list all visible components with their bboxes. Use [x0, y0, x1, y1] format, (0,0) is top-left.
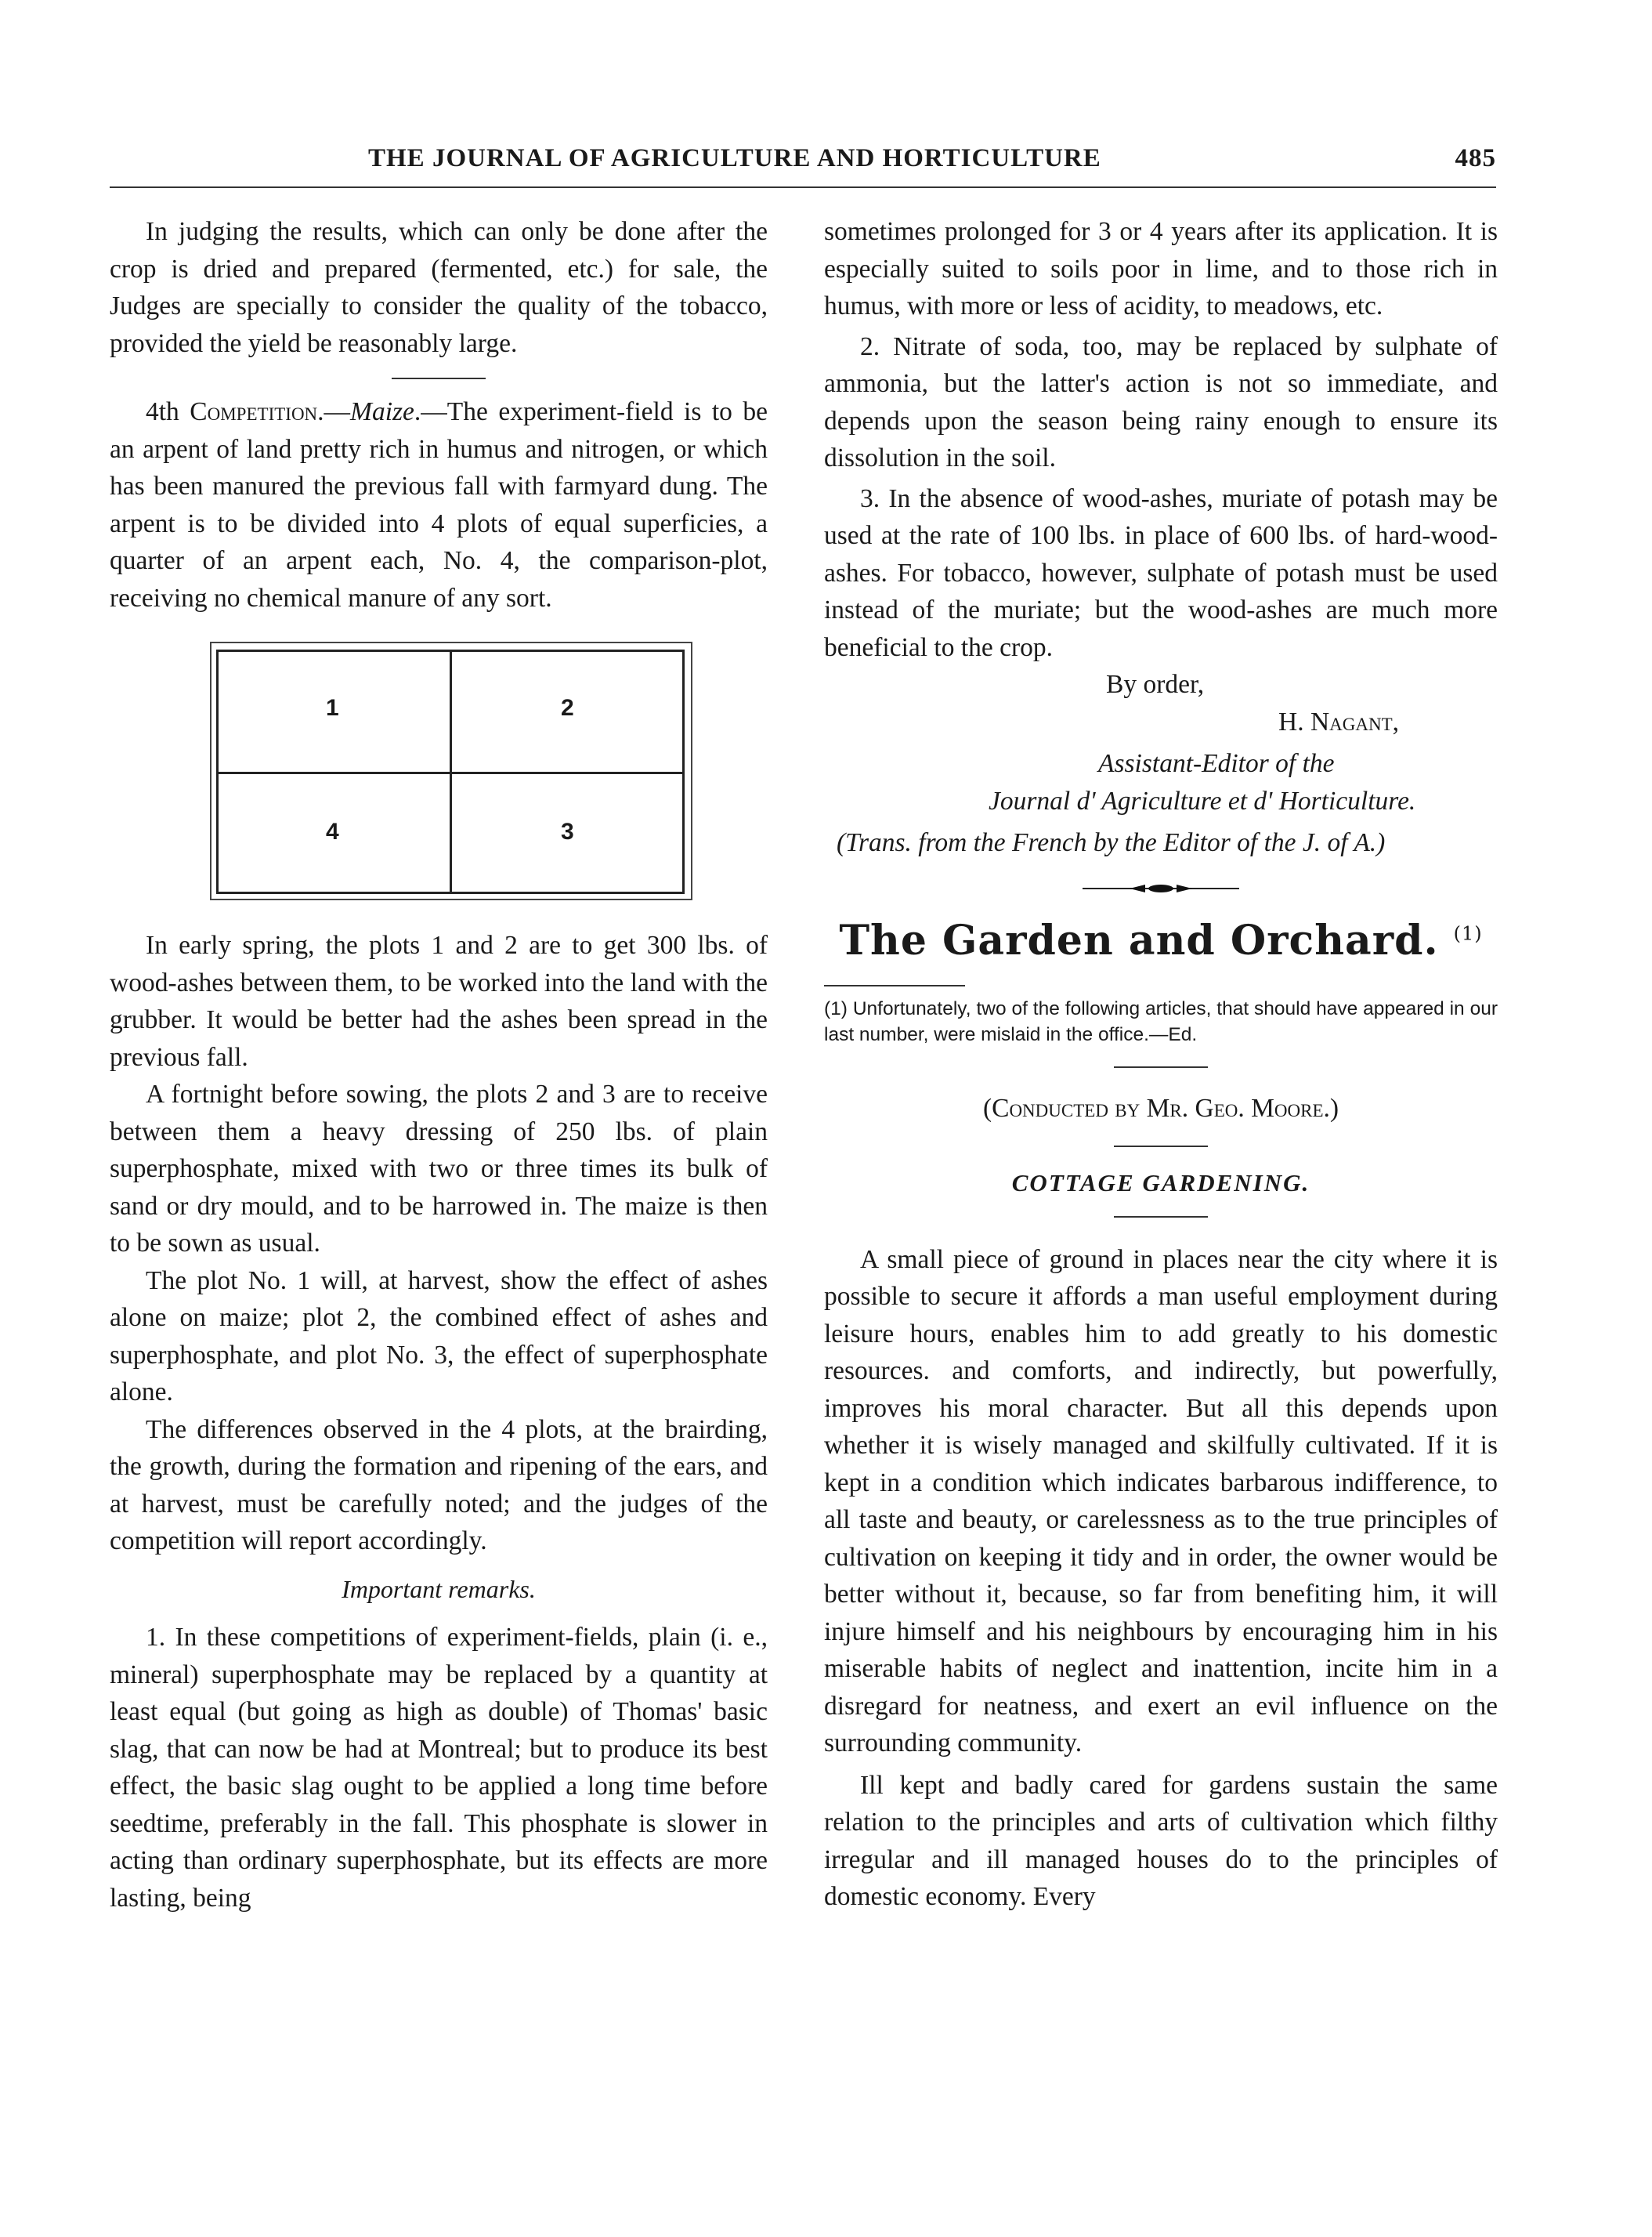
- running-header: [110, 141, 1496, 180]
- plot-4-label: 4: [326, 819, 339, 845]
- paragraph-prolonged: sometimes prolonged for 3 or 4 years after its application. It is especially suited to soils poor in lime, and to those rich in humus, with more or less of acidity, to meadows, etc.: [824, 217, 1498, 320]
- running-title: THE JOURNAL OF AGRICULTURE AND HORTICULTURE: [368, 144, 1101, 172]
- by-order-line: By order,: [1106, 670, 1205, 699]
- paragraph-ill-kept: Ill kept and badly cared for gardens sustain the same relation to the principles and arts of cultivation which filthy irregular and ill managed houses do to the principles of domestic economy. Every: [824, 1770, 1498, 1911]
- paragraph-early-spring: In early spring, the plots 1 and 2 are to get 300 lbs. of wood-ashes between them, to be worked into the land with the grubber. It would be better had the ashes been spread in the previous fall.: [110, 931, 768, 1072]
- paragraph-judging: In judging the results, which can only be done after the crop is dried and prepared (fermented, etc.) for sale, the Judges are specially to consider the quality of the tobacco, provided the yield be reasonably large.: [110, 217, 768, 358]
- footnote-rule: [824, 985, 965, 986]
- signatory-name: H. Nagant,: [1278, 707, 1399, 737]
- paragraph-remark-1: 1. In these competitions of experiment-fields, plain (i. e., mineral) superphosphate may be replaced by a quantity at least equal (but going as high as double) of Thomas' basic slag, that can now be had at Montreal; but to produce its best effect, the basic slag ought to be applied a long time before seedtime, preferably in the fall. This phosphate is slower in acting than ordinary superphosphate, but its effects are more lasting, being: [110, 1623, 768, 1913]
- plot-2-label: 2: [561, 695, 574, 721]
- paragraph-fortnight: A fortnight before sowing, the plots 2 and 3 are to receive between them a heavy dressing of 250 lbs. of plain superphosphate, mixed with two or three times its bulk of sand or dry mould, and to be harrowed in. The maize is then to be sown as usual.: [110, 1080, 768, 1258]
- paragraph-differences: The differences observed in the 4 plots, at the brairding, the growth, during the formation and ripening of the ears, and at harvest, must be carefully noted; and the judges of the competition will report accordingly.: [110, 1414, 768, 1555]
- signatory-title-1: Assistant-Editor of the: [1098, 749, 1335, 778]
- footnote-mark: (1): [1453, 922, 1483, 945]
- page-number: 485: [1455, 144, 1496, 172]
- plot-1-label: 1: [326, 695, 339, 721]
- divider-rule: [1114, 1146, 1208, 1147]
- paragraph-4th-competition: 4th Competition.—Maize.—The experiment-field is to be an arpent of land pretty rich in humus and nitrogen, or which has been manured the previous fall with farmyard dung. The arpent is to be divided into 4 plots of equal superficies, a quarter of an arpent each, No. 4, the comparison-plot, receiving no chemical manure of any sort.: [110, 397, 768, 613]
- footnote: (1) Unfortunately, two of the following articles, that should have appeared in our last number, were mislaid in the office.—Ed.: [824, 997, 1498, 1045]
- ornament-divider: [1083, 882, 1239, 895]
- cottage-gardening-heading: COTTAGE GARDENING.: [1011, 1169, 1310, 1196]
- maize-label: Maize: [350, 397, 414, 426]
- important-remarks-heading: Important remarks.: [342, 1574, 536, 1603]
- divider-rule: [1114, 1066, 1208, 1068]
- divider-rule: [1114, 1216, 1208, 1218]
- plot-diagram: [210, 642, 692, 900]
- left-column: [110, 213, 768, 1917]
- paragraph-remark-3: 3. In the absence of wood-ashes, muriate of potash may be used at the rate of 100 lbs. in place of 600 lbs. of hard-wood-ashes. For tobacco, however, sulphate of potash must be used instead of the muriate; but the wood-ashes are much more beneficial to the crop.: [824, 483, 1498, 662]
- right-column: [824, 213, 1498, 1916]
- signatory-title-2: Journal d' Agriculture et d' Horticulture.: [989, 786, 1416, 816]
- paragraph-small-piece: A small piece of ground in places near the city where it is possible to secure it affords a man useful employment during leisure hours, enables him to add greatly to his domestic resources. and comforts, and indirectly, but powerfully, improves his moral character. But all this depends upon whether it is wisely managed and skilfully cultivated. If it is kept in a condition which indicates barbarous indifference, to all taste and beauty, or carelessness as to the true principles of cultivation on keeping it tidy and in order, the owner would be better without it, because, so far from benefiting him, it will injure himself and his neighbours by encouraging him in his miserable habits of neglect and inattention, incite him in a disregard for neatness, and exert an evil influence on the surrounding community.: [824, 1244, 1498, 1757]
- plot-divider-horizontal: [216, 772, 685, 774]
- paragraph-plot-no-1: The plot No. 1 will, at harvest, show the effect of ashes alone on maize; plot 2, the combined effect of ashes and superphosphate, and plot No. 3, the effect of superphosphate alone.: [110, 1265, 768, 1406]
- section-title: The Garden and Orchard. $^{(1)}$: [839, 916, 1483, 965]
- header-rule: [110, 186, 1496, 188]
- plot-3-label: 3: [561, 819, 574, 845]
- divider-rule: [392, 378, 486, 379]
- paragraph-remark-2: 2. Nitrate of soda, too, may be replaced by sulphate of ammonia, but the latter's action is not so immediate, and depends upon the season being rainy enough to ensure its dissolution in the soil.: [824, 331, 1498, 472]
- translation-note: (Trans. from the French by the Editor of the J. of A.): [837, 828, 1386, 857]
- competition-label: Competition: [190, 397, 318, 426]
- conducted-by: (Conducted by Mr. Geo. Moore.): [982, 1093, 1339, 1123]
